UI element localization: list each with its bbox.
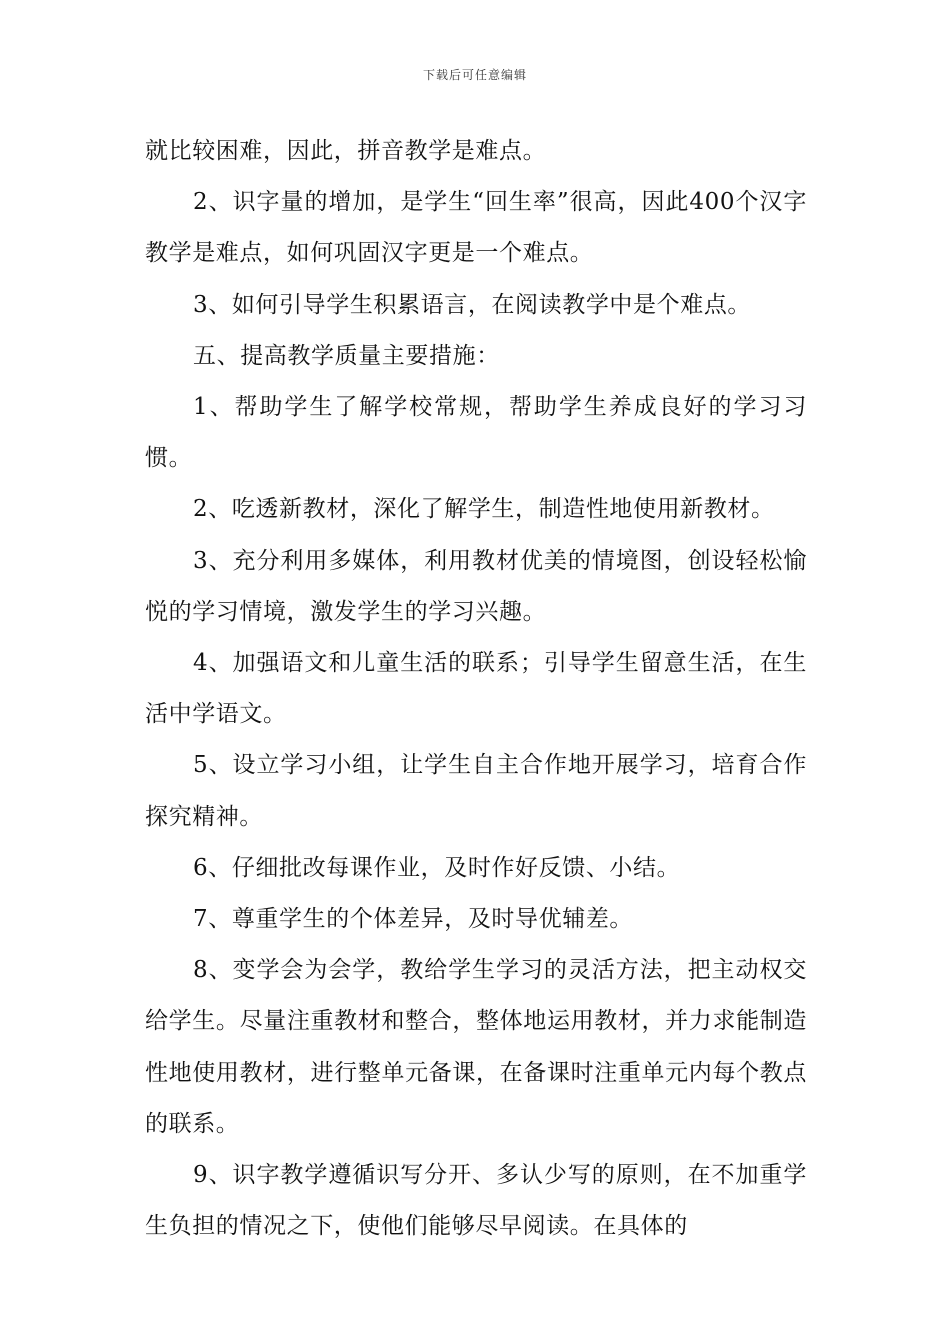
page-header: 下载后可任意编辑 xyxy=(422,68,527,82)
document-body xyxy=(145,126,807,1252)
paragraph-measure-7: 7、尊重学生的个体差异，及时导优辅差。 xyxy=(193,906,634,933)
paragraph-measure-8: 8、变学会为会学，教给学生学习的灵活方法，把主动权交给学生。尽量注重教材和整合，整体地运用教材，并力求能制造性地使用教材，进行整单元备课，在备课时注重单元内每个教点的联系。 xyxy=(145,957,807,1137)
paragraph-continuation: 就比较困难，因此，拼音教学是难点。 xyxy=(145,138,547,164)
section-heading-measures: 五、提高教学质量主要措施： xyxy=(193,342,500,369)
paragraph-measure-9: 9、识字教学遵循识写分开、多认少写的原则，在不加重学生负担的情况之下，使他们能够尽早阅读。在具体的 xyxy=(145,1162,807,1240)
paragraph-measure-4: 4、加强语文和儿童生活的联系；引导学生留意生活，在生活中学语文。 xyxy=(145,650,807,728)
paragraph-measure-1: 1、帮助学生了解学校常规，帮助学生养成良好的学习习惯。 xyxy=(145,394,807,472)
paragraph-difficulty-2: 2、识字量的增加，是学生“回生率”很高，因此400个汉字教学是难点，如何巩固汉字更是一个难点。 xyxy=(145,189,807,267)
paragraph-measure-3: 3、充分利用多媒体，利用教材优美的情境图，创设轻松愉悦的学习情境，激发学生的学习兴趣。 xyxy=(145,547,807,625)
paragraph-measure-2: 2、吃透新教材，深化了解学生，制造性地使用新教材。 xyxy=(193,496,775,523)
paragraph-measure-5: 5、设立学习小组，让学生自主合作地开展学习，培育合作探究精神。 xyxy=(145,752,807,830)
paragraph-difficulty-3: 3、如何引导学生积累语言，在阅读教学中是个难点。 xyxy=(193,291,752,318)
paragraph-measure-6: 6、仔细批改每课作业，及时作好反馈、小结。 xyxy=(193,854,681,881)
